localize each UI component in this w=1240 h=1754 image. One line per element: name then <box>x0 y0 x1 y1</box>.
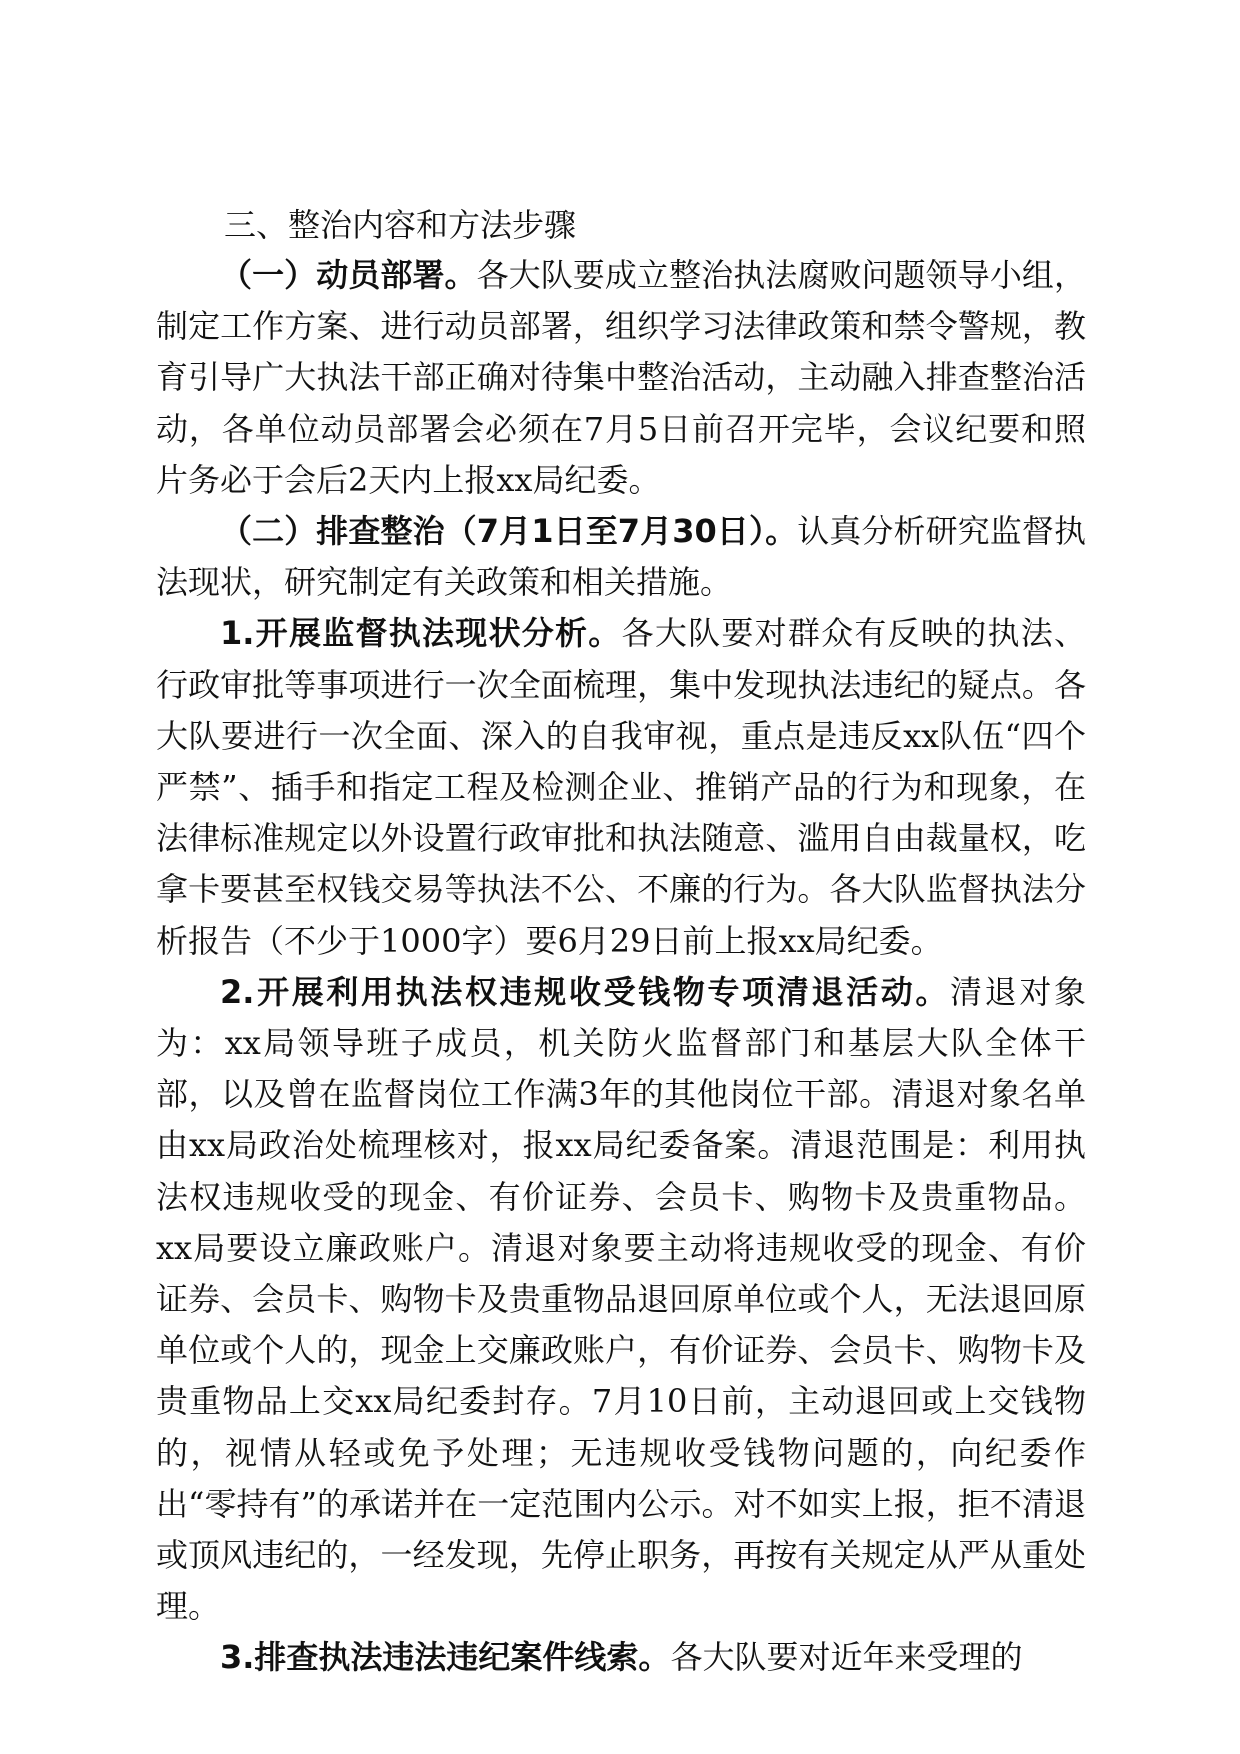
paragraph-lead: 1.开展监督执法现状分析。 <box>220 614 622 653</box>
paragraph-mobilization <box>156 250 1086 506</box>
section-heading: 三、整治内容和方法步骤 <box>224 206 577 244</box>
paragraph-item-1 <box>156 608 1086 966</box>
paragraph-body: 各大队要对近年来受理的 <box>670 1638 1023 1677</box>
paragraph-lead: （一）动员部署。 <box>220 256 477 294</box>
text-column <box>156 200 1086 1684</box>
paragraph-lead: 2.开展利用执法权违规收受钱物专项清退活动。 <box>220 972 951 1011</box>
paragraph-body: 认真分析研究监督执法现状，研究制定有关政策和相关措施。 <box>156 512 1086 602</box>
paragraph-lead: 3.排查执法违法违纪案件线索。 <box>220 1638 671 1677</box>
paragraph-item-3 <box>156 1632 1086 1683</box>
paragraph-lead: （二）排查整治（7月1日至7月30日）。 <box>220 512 798 551</box>
paragraph-body: 各大队要对群众有反映的执法、行政审批等事项进行一次全面梳理，集中发现执法违纪的疑点。各大队要进行一次全面、深入的自我审视，重点是违反xx队伍“四个严禁”、插手和指定工程及检测企业、推销产品的行为和现象，在法律标准规定以外设置行政审批和执法随意、滥用自由裁量权，吃拿卡要甚至权钱交易等执法不公、不廉的行为。各大队监督执法分析报告（不少于1000字）要6月29日前上报xx局纪委。 <box>156 614 1086 960</box>
paragraph-body: 各大队要成立整治执法腐败问题领导小组，制定工作方案、进行动员部署，组织学习法律政策和禁令警规，教育引导广大执法干部正确对待集中整治活动，主动融入排查整治活动，各单位动员部署会必须在7月5日前召开完毕，会议纪要和照片务必于会后2天内上报xx局纪委。 <box>156 256 1086 499</box>
paragraph-body: 清退对象为：xx局领导班子成员，机关防火监督部门和基层大队全体干部，以及曾在监督岗位工作满3年的其他岗位干部。清退对象名单由xx局政治处梳理核对，报xx局纪委备案。清退范围是：利用执法权违规收受的现金、有价证券、会员卡、购物卡及贵重物品。xx局要设立廉政账户。清退对象要主动将违规收受的现金、有价证券、会员卡、购物卡及贵重物品退回原单位或个人，无法退回原单位或个人的，现金上交廉政账户，有价证券、会员卡、购物卡及贵重物品上交xx局纪委封存。7月10日前，主动退回或上交钱物的，视情从轻或免予处理；无违规收受钱物问题的，向纪委作出“零持有”的承诺并在一定范围内公示。对不如实上报，拒不清退或顶风违纪的，一经发现，先停止职务，再按有关规定从严从重处理。 <box>156 972 1086 1626</box>
paragraph-item-2 <box>156 967 1086 1633</box>
paragraph-inspection <box>156 506 1086 608</box>
